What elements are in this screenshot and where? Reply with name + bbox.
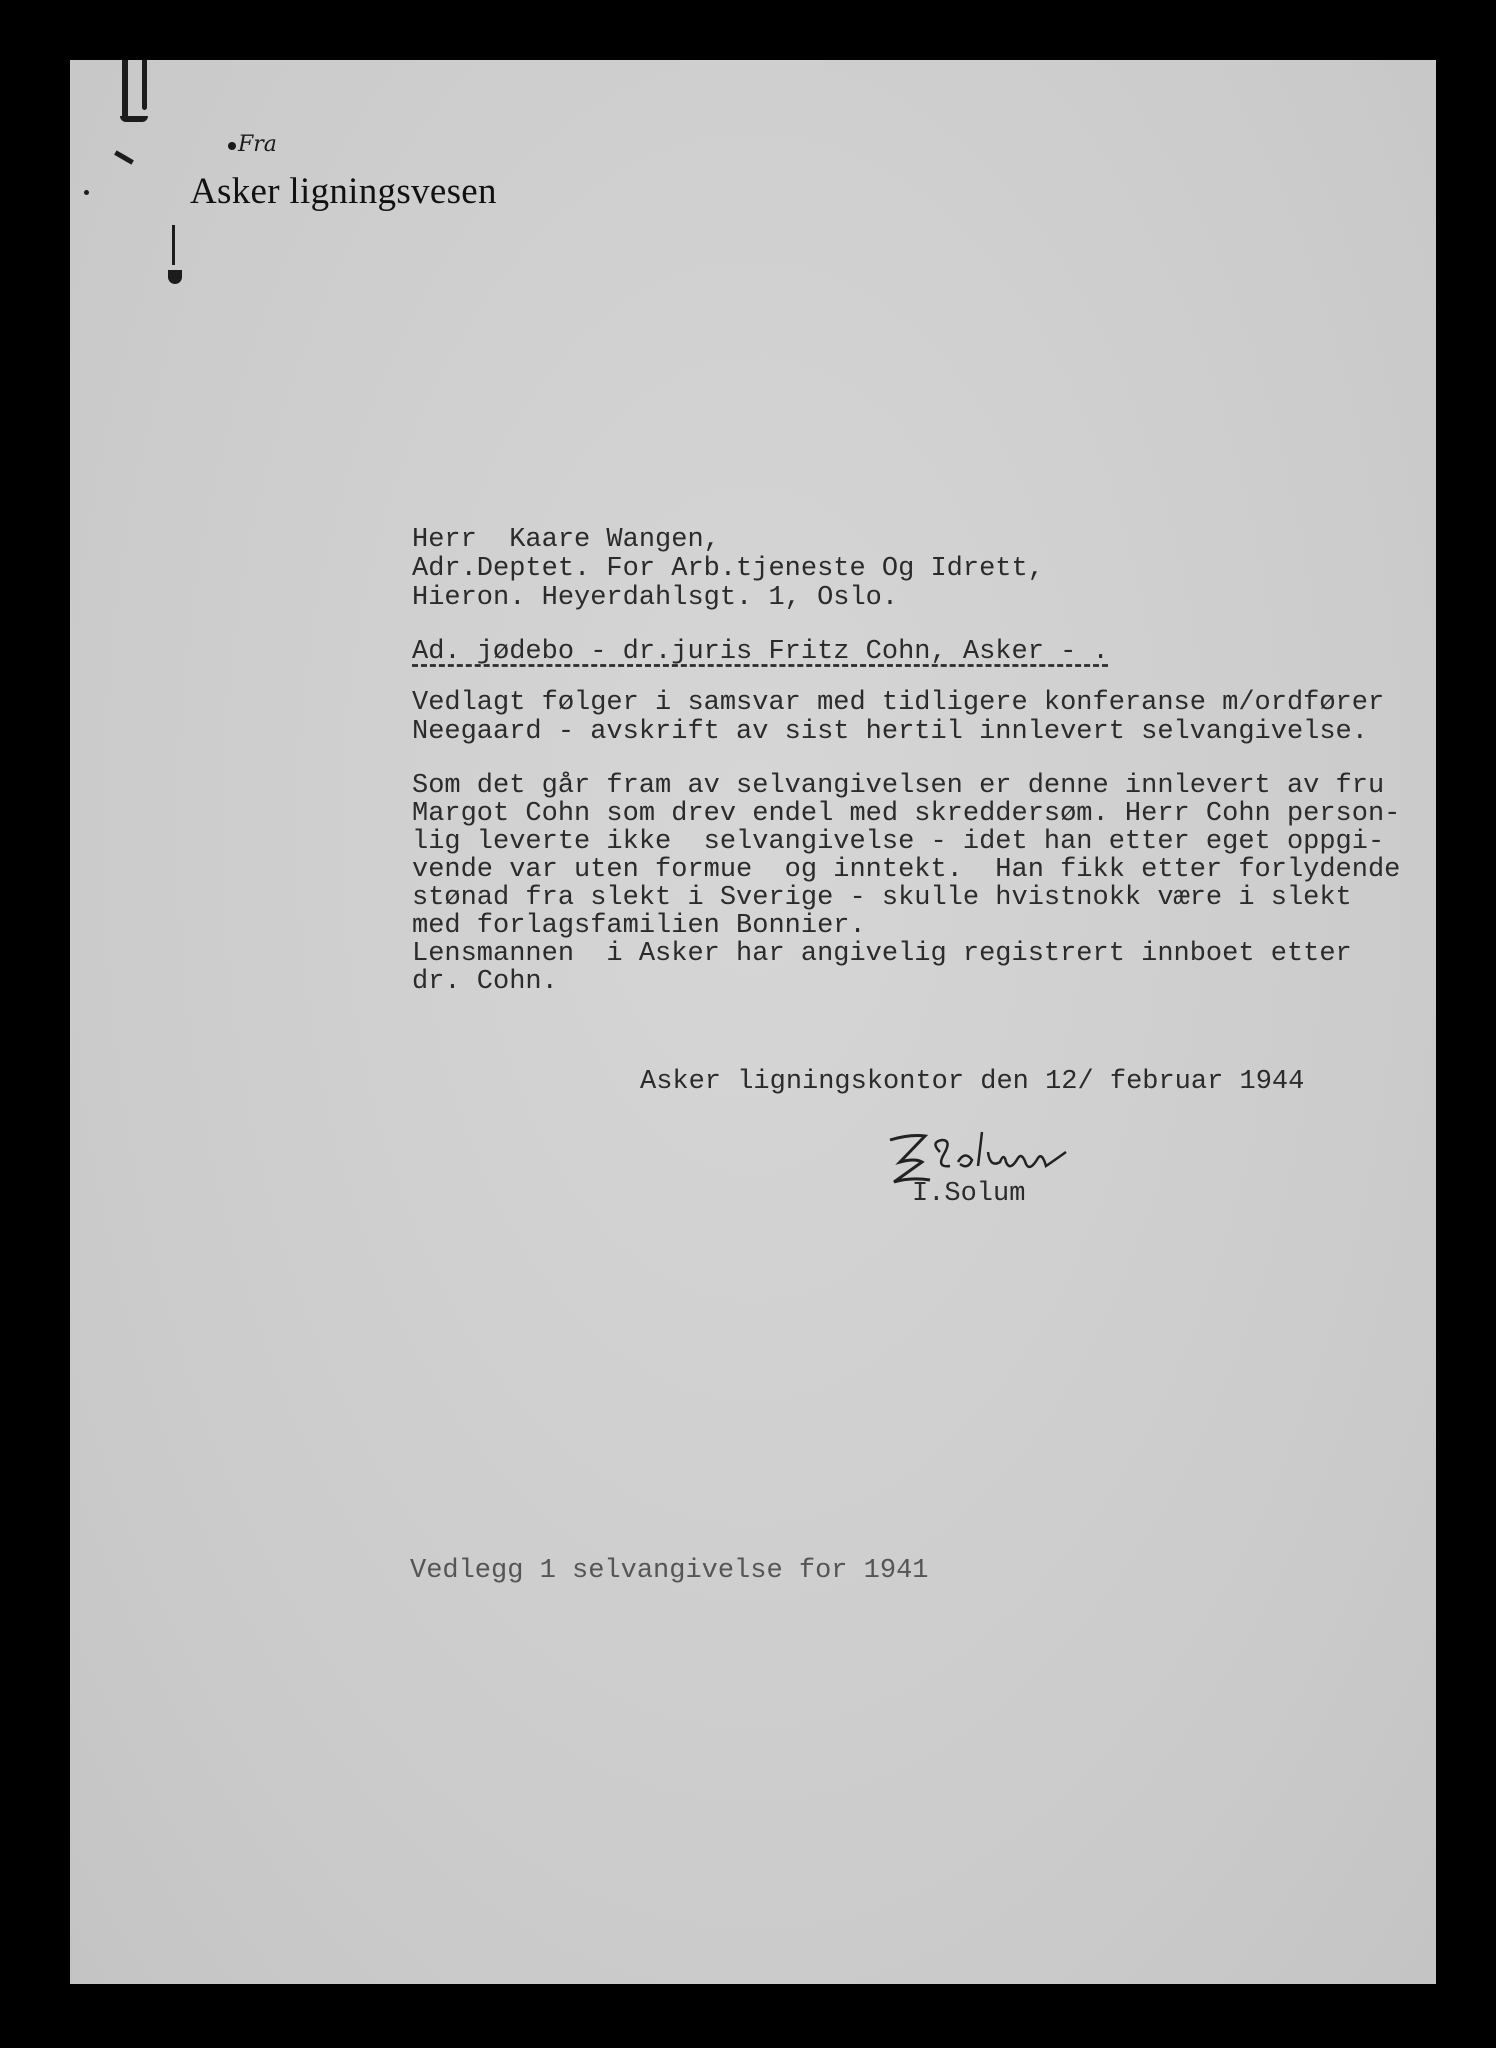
paper-clip-mark <box>122 60 128 120</box>
body-line: Neegaard - avskrift av sist hertil innlevert selvangivelse. <box>412 717 1368 747</box>
letterhead-organization: Asker ligningsvesen <box>190 171 497 212</box>
paper-clip-mark <box>172 225 175 265</box>
subject-line: Ad. jødebo - dr.juris Fritz Cohn, Asker - . <box>412 637 1109 667</box>
body-line: vende var uten formue og inntekt. Han fikk etter forlydende <box>412 855 1401 885</box>
paper-clip-mark <box>84 190 89 195</box>
document-page <box>70 60 1436 1984</box>
recipient-line: Hieron. Heyerdahlsgt. 1, Oslo. <box>412 583 899 613</box>
paper-clip-mark <box>142 60 147 110</box>
paper-clip-mark <box>114 150 134 164</box>
body-line: med forlagsfamilien Bonnier. <box>412 911 866 941</box>
body-line: stønad fra slekt i Sverige - skulle hvistnokk være i slekt <box>412 883 1352 913</box>
letterhead-prefix: Fra <box>238 132 277 157</box>
body-line: dr. Cohn. <box>412 967 558 997</box>
recipient-line: Herr Kaare Wangen, <box>412 525 720 555</box>
letterhead-bullet <box>228 142 236 150</box>
paper-clip-mark <box>120 116 148 122</box>
signer-name: I.Solum <box>912 1179 1026 1209</box>
body-line: Margot Cohn som drev endel med skreddersøm. Herr Cohn person- <box>412 799 1401 829</box>
paper-clip-mark <box>168 270 182 284</box>
body-line: Vedlagt følger i samsvar med tidligere konferanse m/ordfører <box>412 688 1385 718</box>
body-line: lig leverte ikke selvangivelse - idet han etter eget oppgi- <box>412 827 1385 857</box>
attachment-note: Vedlegg 1 selvangivelse for 1941 <box>410 1556 929 1586</box>
place-and-date: Asker ligningskontor den 12/ februar 1944 <box>640 1067 1305 1097</box>
body-line: Som det går fram av selvangivelsen er denne innlevert av fru <box>412 771 1385 801</box>
recipient-line: Adr.Deptet. For Arb.tjeneste Og Idrett, <box>412 554 1044 584</box>
body-line: Lensmannen i Asker har angivelig registrert innboet etter <box>412 939 1352 969</box>
